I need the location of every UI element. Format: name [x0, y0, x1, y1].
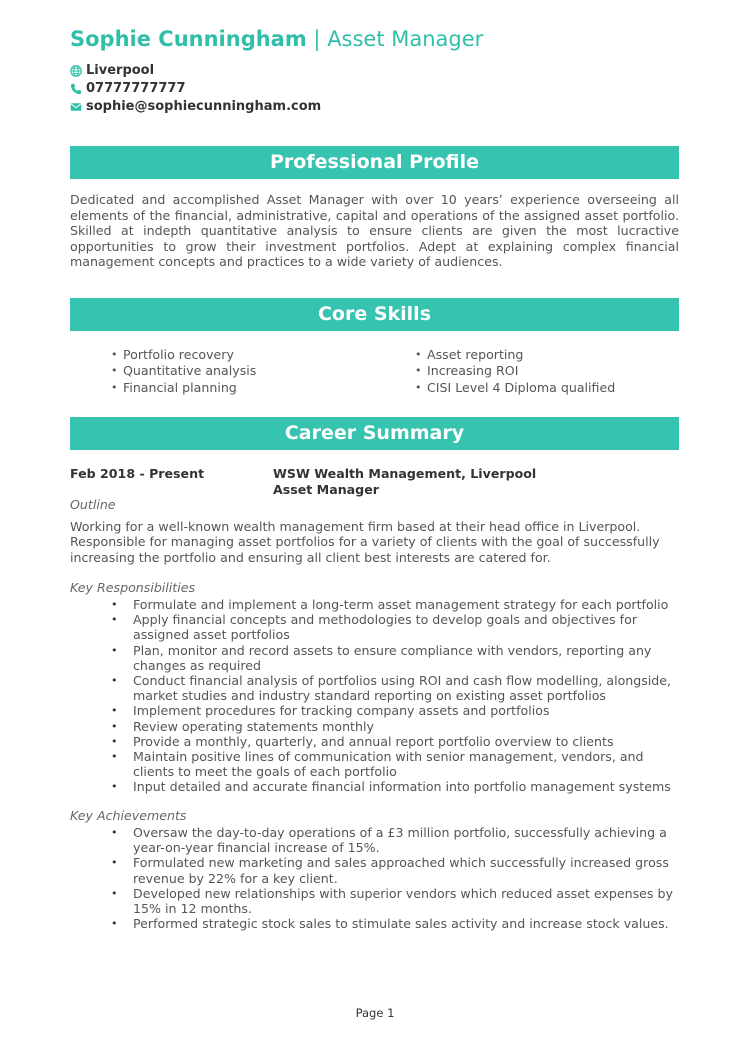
responsibilities-label: Key Responsibilities	[70, 580, 196, 595]
list-item: • Formulated new marketing and sales approached which successfully increased gross revenue by 22% for a key client.	[70, 855, 679, 885]
skill-item: • Quantitative analysis	[111, 363, 256, 379]
phone-icon	[70, 83, 82, 95]
skills-list-left	[111, 347, 256, 396]
profile-paragraph: Dedicated and accomplished Asset Manager with over 10 years’ experience overseeing all elements of the financial, administrative, capital and operations of the assigned asset portfolio. Skilled at indepth quantitative analysis to ensure clients are given the most lucractive opportunities to grow their investment portfolios. Adept at explaining complex financial management concepts and practices to a wide variety of audiences.	[70, 192, 679, 269]
skill-item: • CISI Level 4 Diploma qualified	[415, 380, 615, 396]
list-item: • Developed new relationships with superior vendors which reduced asset expenses by 15% in 12 months.	[70, 886, 679, 916]
career-summary-heading: Career Summary	[70, 417, 679, 450]
candidate-job-title: Asset Manager	[327, 27, 484, 51]
outline-label: Outline	[70, 497, 116, 512]
achievements-label: Key Achievements	[70, 808, 187, 823]
phone-text: 07777777777	[86, 81, 186, 96]
list-item: • Provide a monthly, quarterly, and annual report portfolio overview to clients	[70, 734, 679, 749]
globe-icon	[70, 65, 82, 77]
name-title-line	[70, 27, 483, 51]
job-company: WSW Wealth Management, Liverpool	[273, 466, 537, 481]
professional-profile-heading: Professional Profile	[70, 146, 679, 179]
candidate-name: Sophie Cunningham	[70, 27, 307, 51]
list-item: • Implement procedures for tracking company assets and portfolios	[70, 703, 679, 718]
list-item: • Oversaw the day-to-day operations of a £3 million portfolio, successfully achieving a year-on-year financial increase of 15%.	[70, 825, 679, 855]
contact-email[interactable]	[70, 99, 321, 114]
list-item: • Review operating statements monthly	[70, 719, 679, 734]
envelope-icon	[70, 101, 82, 113]
email-link[interactable]: sophie@sophiecunningham.com	[86, 99, 322, 114]
job-dates: Feb 2018 - Present	[70, 466, 205, 481]
skills-list-right	[415, 347, 615, 396]
list-item: • Maintain positive lines of communication with senior management, vendors, and clients to meet the goals of each portfolio	[70, 749, 679, 779]
page-number: Page 1	[355, 1006, 395, 1020]
skill-item: • Asset reporting	[415, 347, 615, 363]
contact-location	[70, 63, 154, 78]
skill-item: • Portfolio recovery	[111, 347, 256, 363]
responsibilities-list	[70, 597, 679, 795]
outline-paragraph: Working for a well-known wealth management firm based at their head office in Liverpool. Responsible for managing asset portfolios for a variety of clients with the goal of successfully increasing the portfolio and ensuring all client best interests are catered for.	[70, 519, 660, 565]
achievements-list	[70, 825, 679, 931]
job-role: Asset Manager	[273, 482, 379, 497]
list-item: • Input detailed and accurate financial information into portfolio management systems	[70, 779, 679, 794]
contact-phone	[70, 81, 186, 96]
list-item: • Performed strategic stock sales to stimulate sales activity and increase stock values.	[70, 916, 679, 931]
core-skills-heading: Core Skills	[70, 298, 679, 331]
skill-item: • Increasing ROI	[415, 363, 615, 379]
list-item: • Conduct financial analysis of portfolios using ROI and cash flow modelling, alongside, market studies and industry standard reporting on existing asset portfolios	[70, 673, 679, 703]
name-separator: |	[313, 27, 321, 51]
list-item: • Apply financial concepts and methodologies to develop goals and objectives for assigned asset portfolios	[70, 612, 679, 642]
list-item: • Formulate and implement a long-term asset management strategy for each portfolio	[70, 597, 679, 612]
location-text: Liverpool	[86, 63, 155, 78]
skill-item: • Financial planning	[111, 380, 256, 396]
list-item: • Plan, monitor and record assets to ensure compliance with vendors, reporting any changes as required	[70, 643, 679, 673]
